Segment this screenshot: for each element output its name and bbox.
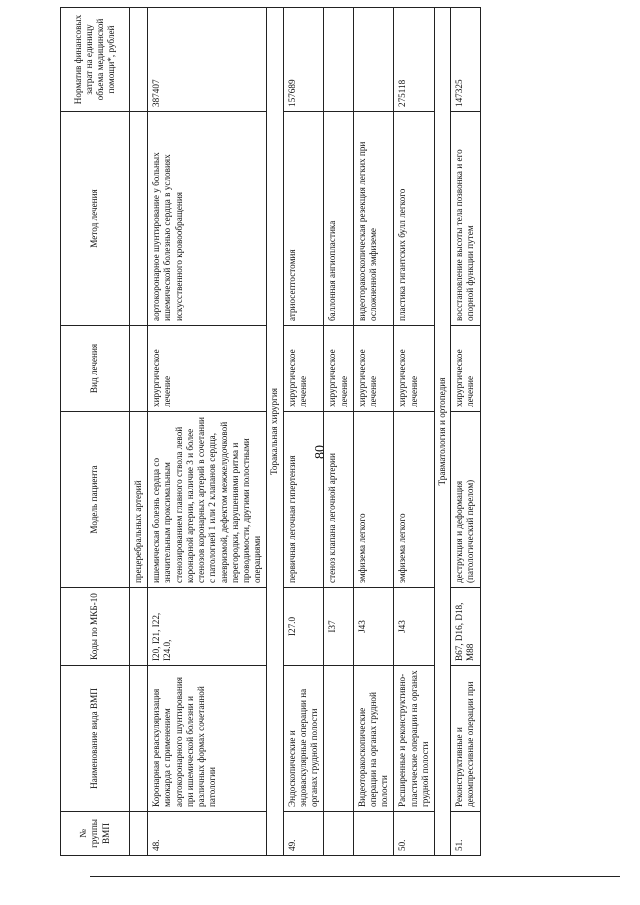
table-header-row: [61, 8, 130, 856]
cell-icd-codes: B67, D16, D18, M88: [451, 588, 480, 666]
bottom-rule: [90, 876, 620, 877]
section-traumatology-orthopedics: Травматология и ортопедия: [435, 8, 451, 856]
cell-treatment-method: пластика гигантских булл легкого: [394, 112, 435, 326]
table-row: [130, 8, 148, 856]
header-treatment-type: Вид лечения: [61, 326, 130, 412]
header-treatment-method: Метод лечения: [61, 112, 130, 326]
cell-cost: 387407: [148, 8, 267, 112]
page-number: 80: [313, 445, 328, 459]
cell-vmp-name: Реконструктивные и декомпрессивные операции при: [451, 666, 480, 812]
cell-icd-codes: I27.0: [283, 588, 324, 666]
cell-treatment-type: хирургическое лечение: [148, 326, 267, 412]
cell-vmp-name: Расширенные и реконструктивно-пластические операции на органах грудной полости: [394, 666, 435, 812]
cell-group-number: 49.: [283, 812, 324, 856]
cell-cost: 275118: [394, 8, 435, 112]
header-icd-codes: Коды по МКБ-10: [61, 588, 130, 666]
header-vmp-name: Наименование вида ВМП: [61, 666, 130, 812]
table-row: [451, 8, 480, 856]
cell-treatment-type: хирургическое лечение: [324, 326, 353, 412]
cell-vmp-name: Видеоторакоскопические операции на органах грудной полости: [353, 666, 394, 812]
cell-treatment-method: восстановление высоты тела позвонка и его опорной функции путем: [451, 112, 480, 326]
cell-model: стеноз клапана легочной артерии: [324, 412, 353, 588]
section-thoracic-surgery: Торакальная хирургия: [267, 8, 283, 856]
rotated-table-page: [60, 8, 585, 856]
cell-icd-codes: I20, I21, I22, I24.0,: [148, 588, 267, 666]
cell-cost: 157689: [283, 8, 324, 112]
cell-treatment-method: аортокоронарное шунтирование у больных ишемической болезнью сердца в условиях искусственного кровообращения: [148, 112, 267, 326]
cell-cost: 147325: [451, 8, 480, 112]
vmp-table: [60, 7, 481, 856]
cell-vmp-name: Коронарная реваскуляризация миокарда с применением аортокоронарного шунтирования при ишемической болезни и различных формах сочетанной патологии: [148, 666, 267, 812]
cell-treatment-method: видеоторакоскопическая резекция легких при осложненной эмфиземе: [353, 112, 394, 326]
cell-icd-codes: J43: [353, 588, 394, 666]
header-cost-norm: Норматив финансовых затрат на единицу объема медицинской помощи*, рублей: [61, 8, 130, 112]
cell-model: эмфизема легкого: [353, 412, 394, 588]
table-row: [283, 8, 324, 856]
table-row: [148, 8, 267, 856]
cell-model: ишемическая болезнь сердца со значительным проксимальным стенозированием главного ствола левой коронарной артерии, наличие 3 и более стенозов коронарных артерий в сочетании с патологией 1 или 2 клапанов сердца, аневризмой, дефектом межжелудочковой перегородки, нарушениями ритма и проводимости, другими полостными операциями: [148, 412, 267, 588]
cell-model: прецеребральных артерий: [130, 412, 148, 588]
cell-group-number: 48.: [148, 812, 267, 856]
cell-model: деструкция и деформация (патологический перелом): [451, 412, 480, 588]
header-patient-model: Модель пациента: [61, 412, 130, 588]
cell-model: эмфизема легкого: [394, 412, 435, 588]
cell-treatment-method: баллонная ангиопластика: [324, 112, 353, 326]
cell-vmp-name: Эндоскопические и эндоваскулярные операции на органах грудной полости: [283, 666, 324, 812]
cell-treatment-type: хирургическое лечение: [283, 326, 324, 412]
section-row: [267, 8, 283, 856]
cell-icd-codes: I37: [324, 588, 353, 666]
table-row: [394, 8, 435, 856]
cell-model: первичная легочная гипертензия: [283, 412, 324, 588]
cell-treatment-type: хирургическое лечение: [353, 326, 394, 412]
cell-icd-codes: J43: [394, 588, 435, 666]
cell-group-number: 51.: [451, 812, 480, 856]
table-row: [353, 8, 394, 856]
cell-group-number: 50.: [394, 812, 435, 856]
section-row: [435, 8, 451, 856]
cell-treatment-method: атриосептостомия: [283, 112, 324, 326]
table-row: [324, 8, 353, 856]
header-group-number: № группы ВМП: [61, 812, 130, 856]
cell-treatment-type: хирургическое лечение: [394, 326, 435, 412]
cell-treatment-type: хирургическое лечение: [451, 326, 480, 412]
